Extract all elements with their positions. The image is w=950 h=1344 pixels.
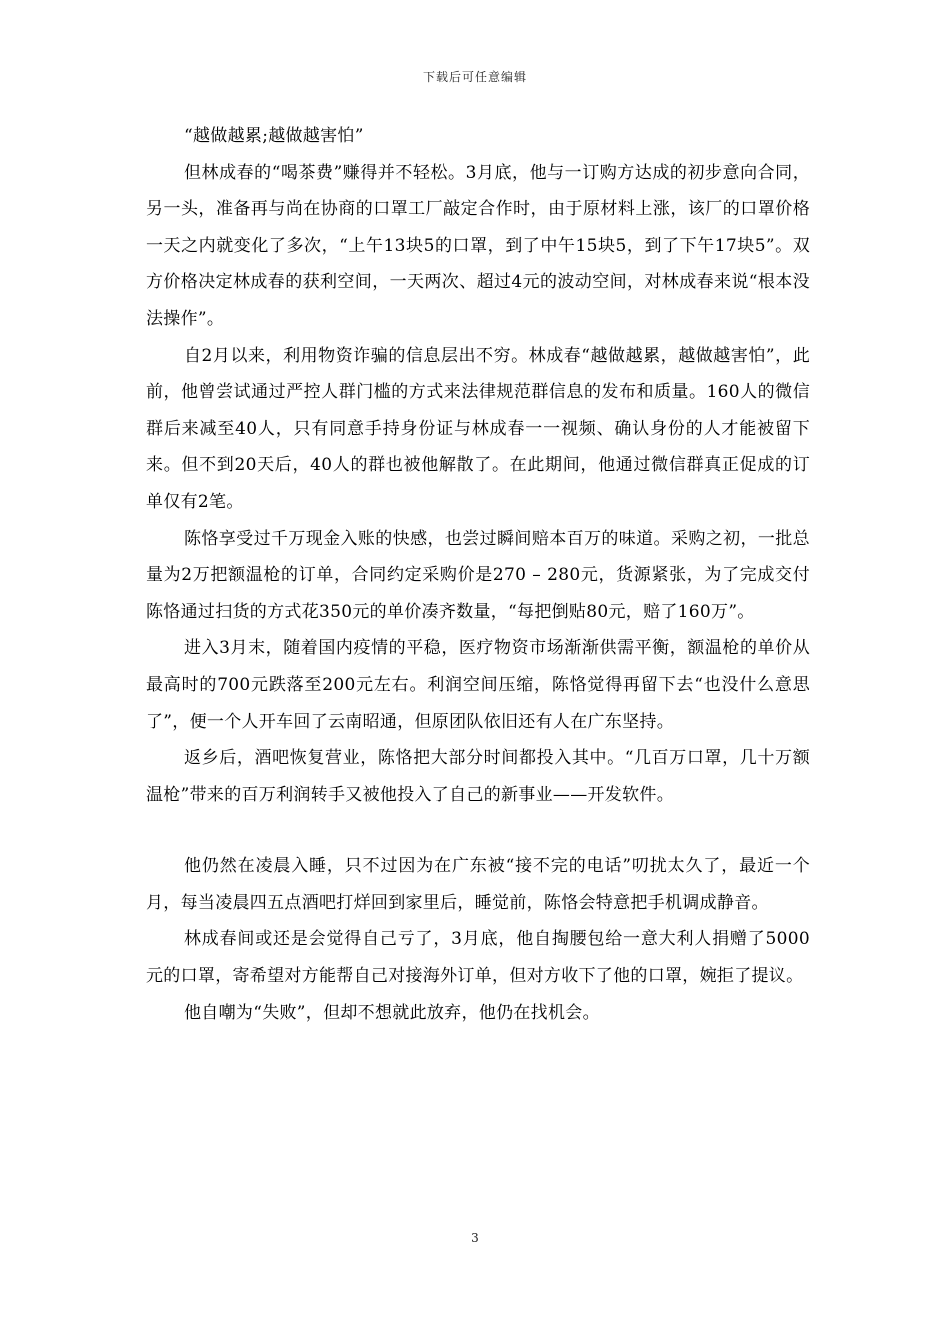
paragraph: 陈恪享受过千万现金入账的快感，也尝过瞬间赔本百万的味道。采购之初，一批总量为2万把额温枪的订单，合同约定采购价是270 – 280元，货源紧张，为了完成交付陈恪通过扫货的方式花350元的单价凑齐数量，“每把倒贴80元，赔了160万”。 <box>146 528 810 622</box>
paragraph: 但林成春的“喝茶费”赚得并不轻松。3月底，他与一订购方达成的初步意向合同，另一头，准备再与尚在协商的口罩工厂敲定合作时，由于原材料上涨，该厂的口罩价格一天之内就变化了多次，“上午13块5的口罩，到了中午15块5，到了下午17块5”。双方价格决定林成春的获利空间，一天两次、超过4元的波动空间，对林成春来说“根本没法操作”。 <box>146 162 810 329</box>
paragraph: 他自嘲为“失败”，但却不想就此放弃，他仍在找机会。 <box>184 1002 600 1023</box>
paragraph: 他仍然在凌晨入睡，只不过因为在广东被“接不完的电话”叨扰太久了，最近一个月，每当凌晨四五点酒吧打烊回到家里后，睡觉前，陈恪会特意把手机调成静音。 <box>146 856 810 913</box>
section-heading: “越做越累;越做越害怕” <box>184 126 364 146</box>
page-number: 3 <box>471 1231 479 1245</box>
paragraph: 自2月以来，利用物资诈骗的信息层出不穷。林成春“越做越累，越做越害怕”，此前，他曾尝试通过严控人群门槛的方式来法律规范群信息的发布和质量。160人的微信群后来减至40人，只有同意手持身份证与林成春一一视频、确认身份的人才能被留下来。但不到20天后，40人的群也被他解散了。在此期间，他通过微信群真正促成的订单仅有2笔。 <box>146 345 810 512</box>
paragraph: 进入3月末，随着国内疫情的平稳，医疗物资市场渐渐供需平衡，额温枪的单价从最高时的700元跌落至200元左右。利润空间压缩，陈恪觉得再留下去“也没什么意思了”，便一个人开车回了云南昭通，但原团队依旧还有人在广东坚持。 <box>146 638 810 732</box>
paragraph: 林成春间或还是会觉得自己亏了，3月底，他自掏腰包给一意大利人捐赠了5000元的口罩，寄希望对方能帮自己对接海外订单，但对方收下了他的口罩，婉拒了提议。 <box>146 929 810 987</box>
blank-line <box>146 813 810 848</box>
page-header: 下载后可任意编辑 <box>422 70 527 84</box>
document-body <box>146 118 810 1031</box>
paragraph: 返乡后，酒吧恢复营业，陈恪把大部分时间都投入其中。“几百万口罩，几十万额温枪”带来的百万利润转手又被他投入了自己的新事业——开发软件。 <box>146 748 810 805</box>
